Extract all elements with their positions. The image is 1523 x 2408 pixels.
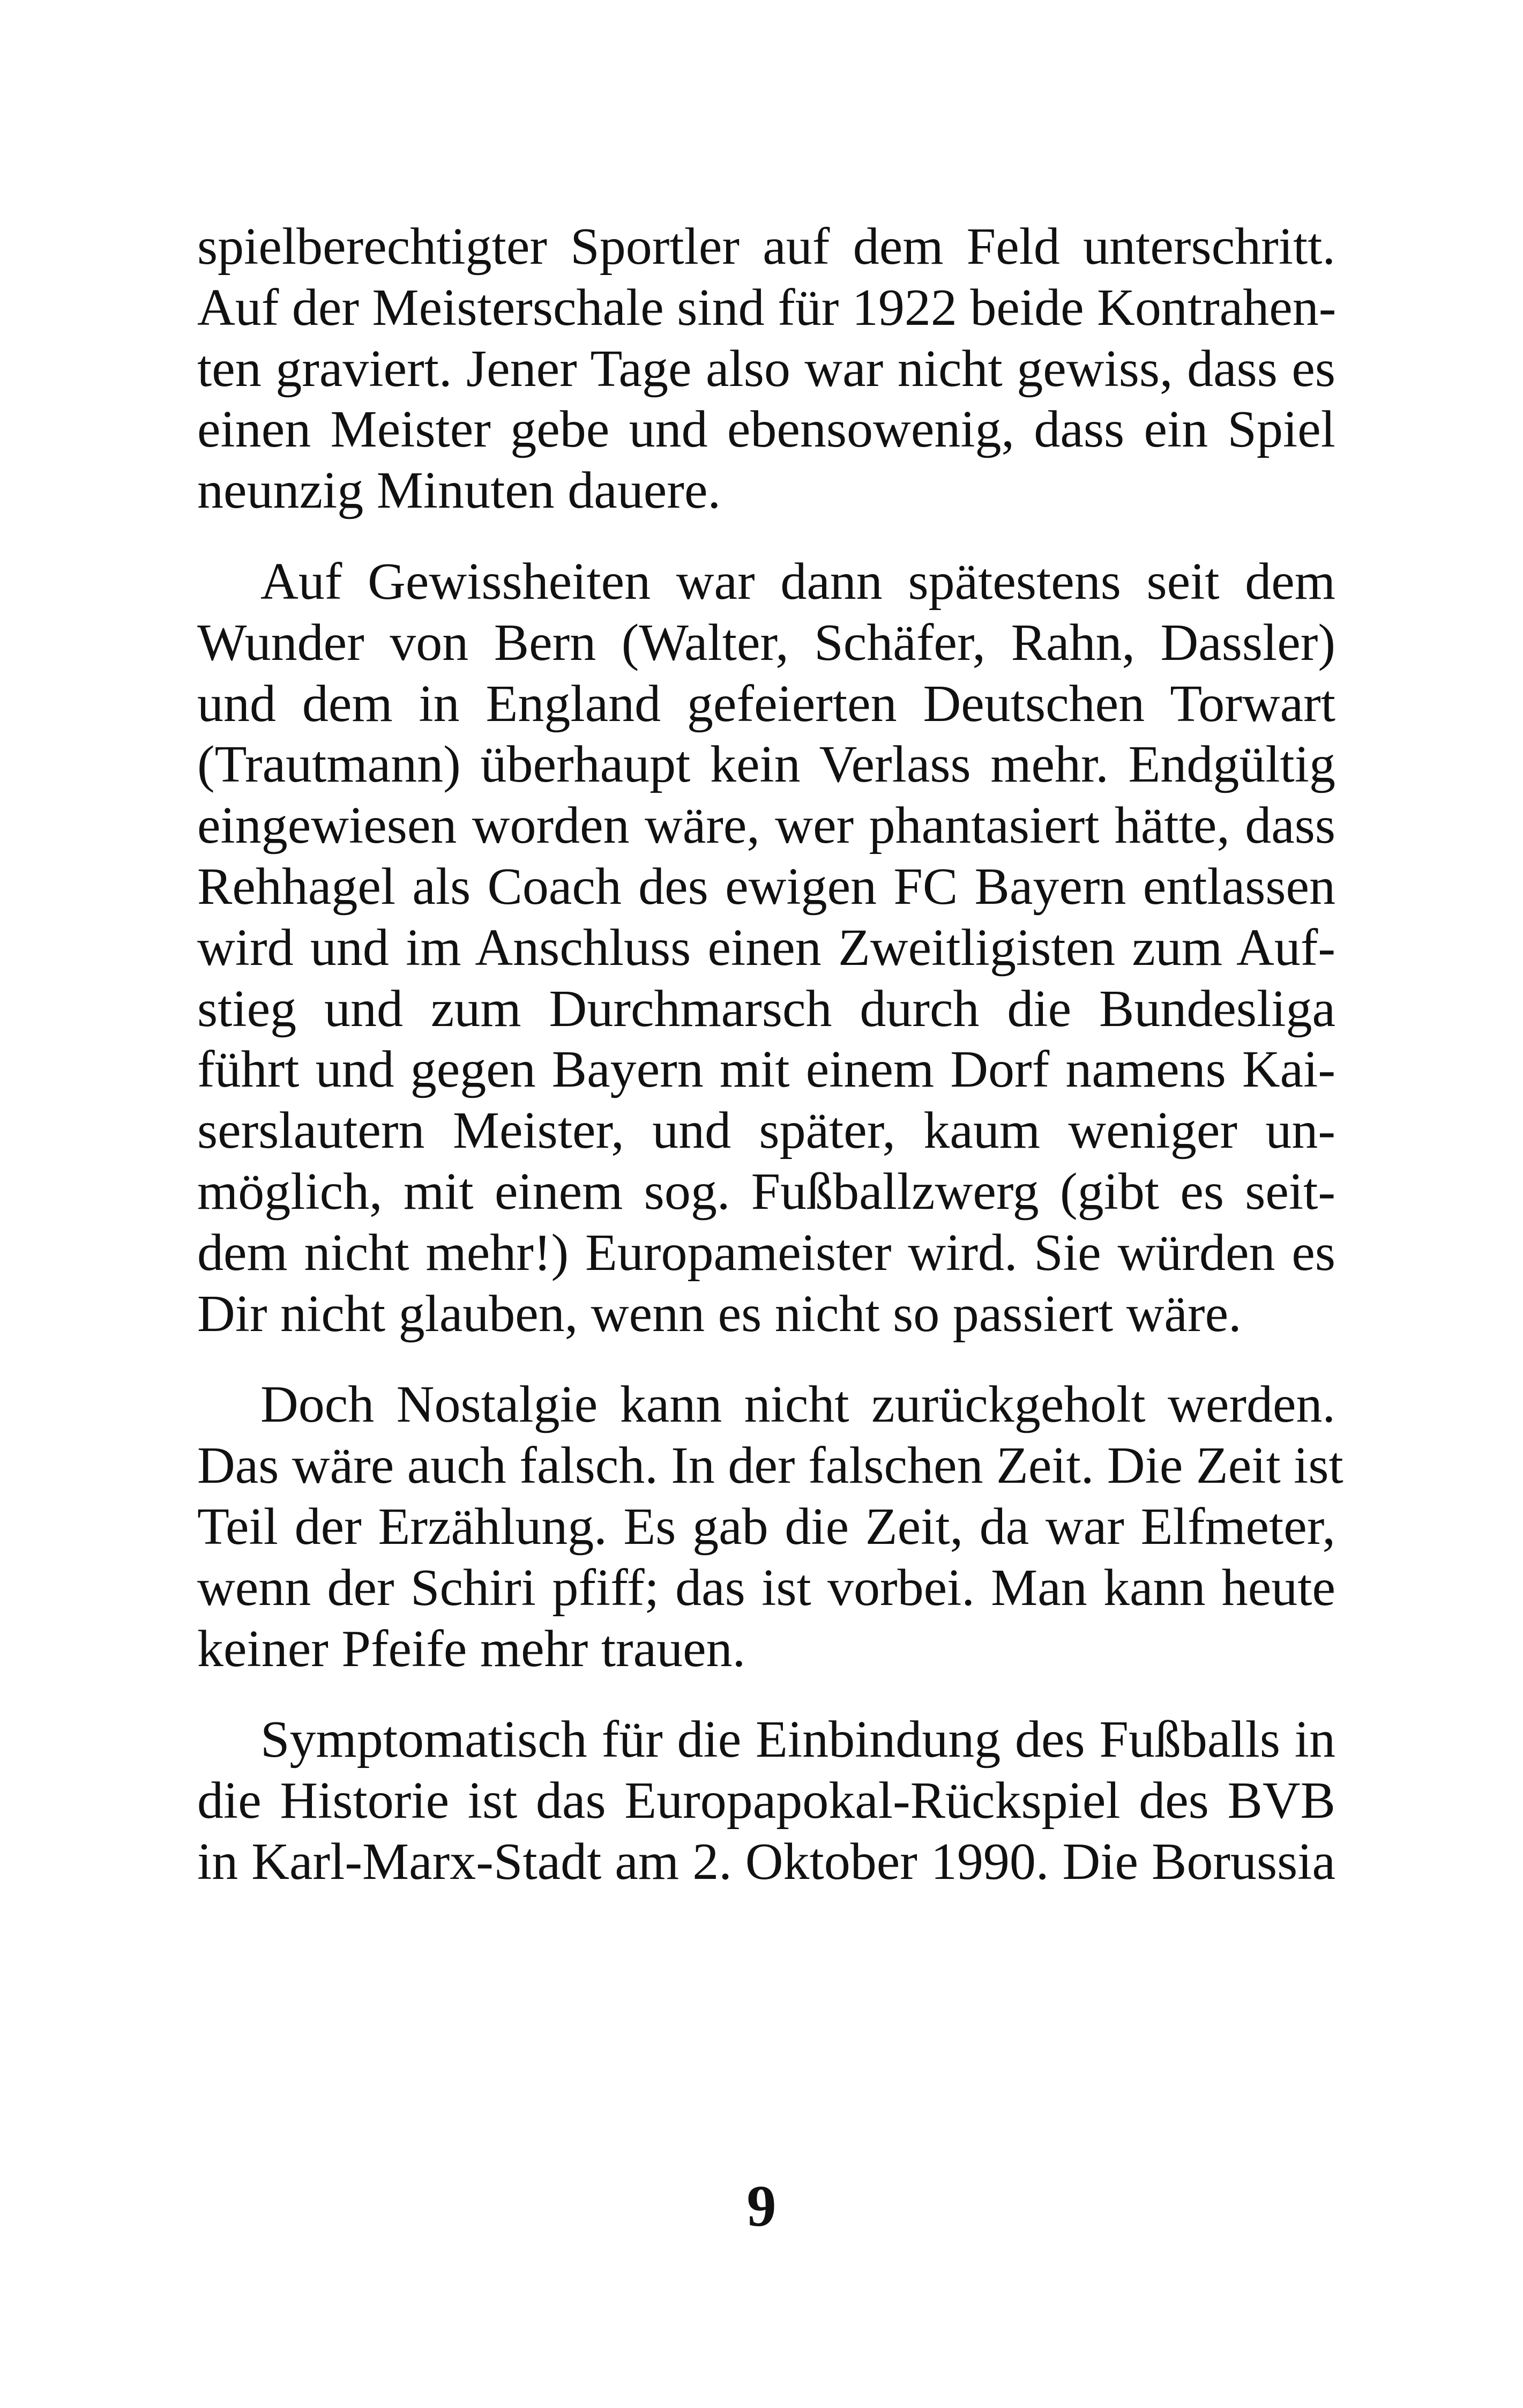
text-line: einen Meister gebe und ebensowenig, dass ein Spiel bbox=[197, 400, 1335, 459]
text-line: stieg und zum Durchmarsch durch die Bundesliga bbox=[197, 979, 1335, 1038]
paragraph-gap bbox=[197, 522, 1335, 552]
text-line: (Trautmann) überhaupt kein Verlass mehr. Endgültig bbox=[197, 735, 1335, 794]
text-line: Auf Gewissheiten war dann spätestens seit dem bbox=[260, 552, 1335, 611]
text-line: Symptomatisch für die Einbindung des Fußballs in bbox=[260, 1711, 1335, 1769]
paragraph-4 bbox=[197, 1710, 1335, 1892]
page-number: 9 bbox=[746, 2173, 777, 2239]
text-line: wird und im Anschluss einen Zweitligisten zum Auf- bbox=[197, 918, 1335, 977]
text-line: möglich, mit einem sog. Fußballzwerg (gibt es seit- bbox=[197, 1162, 1335, 1221]
paragraph-gap bbox=[197, 1344, 1335, 1374]
text-line: neunzig Minuten dauere. bbox=[197, 462, 721, 520]
text-line: keiner Pfeife mehr trauen. bbox=[197, 1619, 746, 1678]
text-line: dem nicht mehr!) Europameister wird. Sie würden es bbox=[197, 1223, 1335, 1282]
text-line: die Historie ist das Europapokal-Rückspiel des BVB bbox=[197, 1772, 1335, 1830]
text-line: Das wäre auch falsch. In der falschen Zeit. Die Zeit ist bbox=[197, 1437, 1343, 1495]
text-line: Auf der Meisterschale sind für 1922 beide Kontrahen- bbox=[197, 278, 1337, 337]
text-line: führt und gegen Bayern mit einem Dorf namens Kai- bbox=[197, 1041, 1335, 1099]
body-text bbox=[197, 217, 1343, 1893]
text-line: Teil der Erzählung. Es gab die Zeit, da war Elfmeter, bbox=[197, 1497, 1335, 1556]
text-line: eingewiesen worden wäre, wer phantasiert hätte, dass bbox=[197, 797, 1335, 855]
paragraph-3 bbox=[197, 1374, 1343, 1679]
text-line: und dem in England gefeierten Deutschen Torwart bbox=[197, 674, 1335, 733]
text-line: Wunder von Bern (Walter, Schäfer, Rahn, Dassler) bbox=[197, 613, 1335, 672]
text-line: in Karl-Marx-Stadt am 2. Oktober 1990. Die Borussia bbox=[197, 1832, 1335, 1891]
text-line: wenn der Schiri pfiff; das ist vorbei. Man kann heute bbox=[197, 1558, 1335, 1617]
paragraph-2 bbox=[197, 552, 1335, 1344]
text-line: ten graviert. Jener Tage also war nicht gewiss, dass es bbox=[197, 339, 1335, 398]
paragraph-1 bbox=[197, 217, 1335, 522]
text-line: Dir nicht glauben, wenn es nicht so passiert wäre. bbox=[197, 1284, 1242, 1343]
paragraph-gap bbox=[197, 1679, 1335, 1710]
text-line: Doch Nostalgie kann nicht zurückgeholt werden. bbox=[260, 1376, 1335, 1434]
text-line: Rehhagel als Coach des ewigen FC Bayern entlassen bbox=[197, 857, 1335, 916]
text-line: serslautern Meister, und später, kaum weniger un- bbox=[197, 1102, 1335, 1160]
text-line: spielberechtigter Sportler auf dem Feld unterschritt. bbox=[197, 218, 1335, 276]
